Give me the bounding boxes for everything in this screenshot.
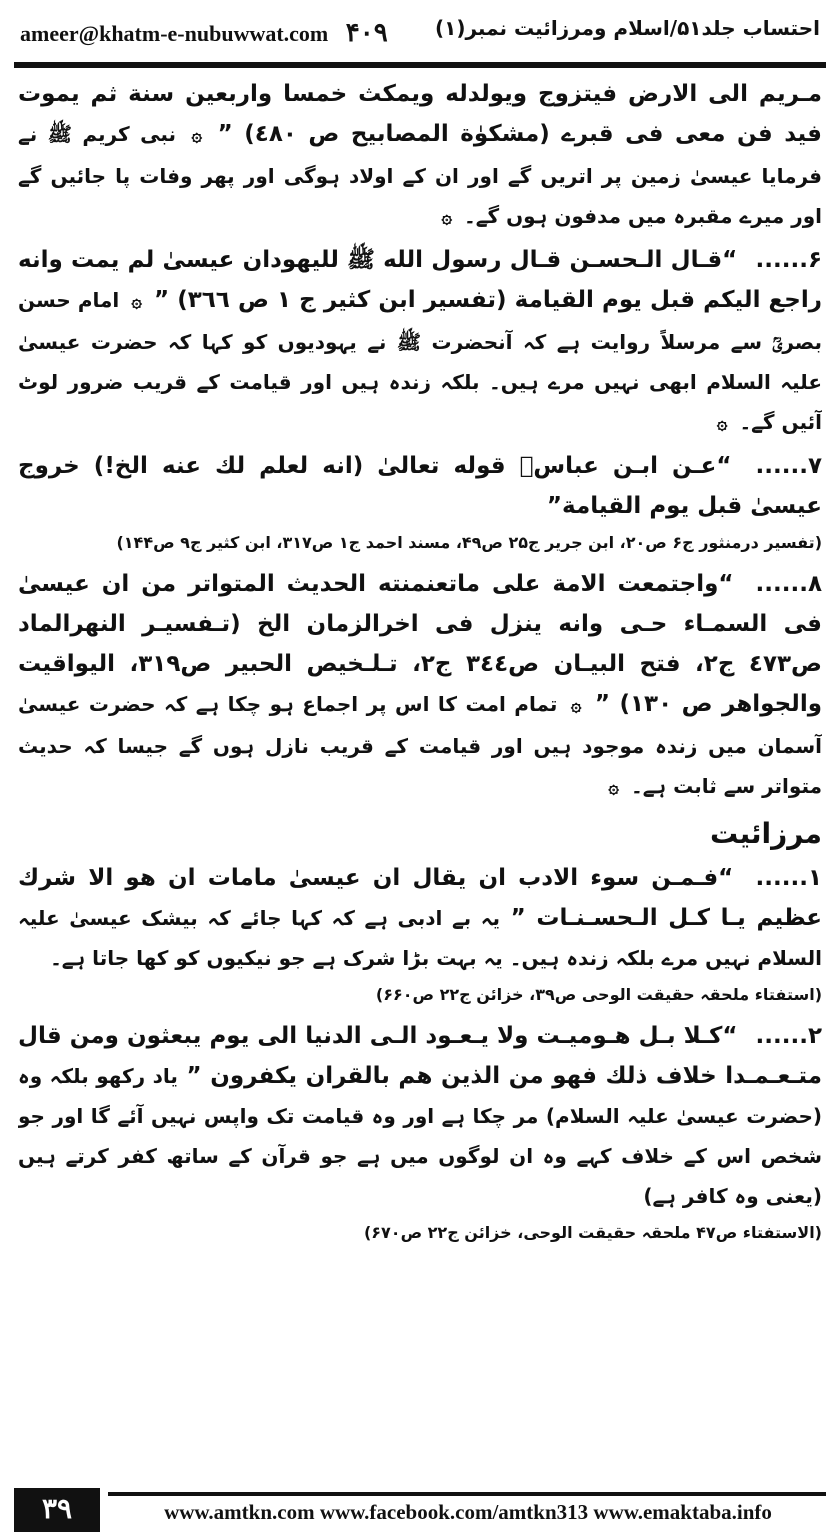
urdu-translation: امام حسن بصریؒ سے مرسلاً روایت ہے کہ آنحضرت ﷺ نے یہودیوں کو کہا کہ حضرت عیسیٰ علیہ السلام ابھی نہیں مرے ہیں۔ بلکہ زندہ ہیں اور قیامت کے قریب ضرور لوٹ آئیں گے۔: [18, 288, 822, 434]
arabic-text: [18, 858, 822, 978]
ornament-icon: ۞: [608, 777, 619, 798]
page-header: [14, 8, 826, 60]
item-number: ۱......: [755, 865, 822, 891]
arabic-quote: “قـال الـحسـن قـال رسول الله ﷺ لليهودان عيسىٰ لم يمت وانه راجع اليكم قبل يوم القيامة (تفسير ابن كثير ج ١ ص ٣٦٦) ”: [18, 247, 822, 313]
item-number: ۲......: [755, 1023, 822, 1049]
header-left: [20, 18, 388, 48]
header-divider: [14, 62, 826, 68]
arabic-text: [18, 446, 822, 526]
section-heading: مرزائیت: [709, 817, 822, 850]
arabic-quote: “عـن ابـن عباسؓ قوله تعالىٰ (انه لعلم لك عنه الخ!) خروج عيسىٰ قبل يوم القيامة”: [18, 453, 822, 519]
reference-citation: (الاستفتاء ص۴۷ ملحقہ حقیقت الوحی، خزائن ج۲۲ ص۶۷۰): [363, 1223, 822, 1242]
mirza-item-1: [18, 858, 822, 1010]
arabic-quote: مـريم الى الارض فيتزوج ويولدله ويمكث خمسا واربعين سنة ثم يموت فيد فن معى فى قبرے (مشكوٰة المصابيح ص ٤٨٠) ”: [18, 81, 822, 147]
arabic-quote: “كـلا بـل هـوميـت ولا يـعـود الـى الدنيا الى يوم يبعثون ومن قال متـعـمـدا خلاف ذلك فهو من الذين هم بالقران يكفرون ”: [18, 1023, 822, 1089]
footer-divider: [108, 1492, 826, 1496]
item-number: ۷......: [755, 453, 822, 479]
hadith-item-6: [18, 240, 822, 444]
page-footer: [14, 1488, 826, 1532]
ornament-icon: ۞: [570, 695, 582, 716]
arabic-text: [18, 240, 822, 444]
footer-page-number: ۳۹: [14, 1488, 100, 1532]
ornament-icon: ۞: [716, 413, 728, 434]
arabic-text: [18, 564, 822, 808]
arabic-quote: “فـمـن سوء الادب ان يقال ان عيسىٰ مامات ان هو الا شرك عظيم يـا كـل الـحسـنـات ”: [18, 865, 822, 931]
urdu-translation: تمام امت کا اس پر اجماع ہو چکا ہے کہ حضرت عیسیٰ آسمان میں زندہ موجود ہیں اور قیامت کے قریب نازل ہوں گے جیسا کہ حدیث متواتر سے ثابت ہے۔: [18, 692, 822, 798]
ornament-icon: ۞: [131, 291, 142, 312]
reference-citation: (استفتاء ملحقہ حقیقت الوحی ص۳۹، خزائن ج۲۲ ص۶۶۰): [375, 985, 822, 1004]
ornament-icon: ۞: [191, 125, 203, 146]
arabic-text: [18, 1016, 822, 1216]
hadith-item-7: [18, 446, 822, 558]
urdu-translation: یاد رکھو بلکہ وہ (حضرت عیسیٰ علیہ السلام) مر چکا ہے اور وہ قیامت تک واپس نہیں آئے گا اور جو شخص اس کے خلاف کہے وہ ان لوگوں میں ہے جو قرآن کے ساتھ کفر کرتے ہیں (یعنی وہ کافر ہے): [18, 1064, 822, 1208]
header-page-number: ۴۰۹: [345, 18, 388, 47]
footer-links: www.amtkn.com www.facebook.com/amtkn313 www.emaktaba.info: [164, 1500, 772, 1524]
header-email: ameer@khatm-e-nubuwwat.com: [20, 21, 329, 46]
mirza-item-2: [18, 1016, 822, 1248]
reference-citation: (تفسیر درمنثور ج۶ ص۲۰، ابن جریر ج۲۵ ص۴۹، مسند احمد ج۱ ص۳۱۷، ابن کثیر ج۹ ص۱۴۴): [116, 533, 822, 552]
ornament-icon: ۞: [441, 207, 453, 228]
urdu-translation: نبی کریم ﷺ نے فرمایا عیسیٰ زمین پر اتریں گے اور ان کے اولاد ہوگی اور پھر وفات پا جائیں گے اور میرے مقبرہ میں مدفون ہوں گے۔: [18, 122, 822, 228]
header-book-title: احتساب جلد۵۱/اسلام ومرزائیت نمبر(۱): [434, 16, 820, 40]
item-number: ۶......: [755, 247, 822, 273]
urdu-translation: یہ بے ادبی ہے کہ کہا جائے کہ بیشک عیسیٰ علیہ السلام نہیں مرے بلکہ زندہ ہیں۔ یہ بہت بڑا شرک ہے جو نیکیوں کو کھا جاتا ہے۔: [18, 906, 822, 970]
item-number: ۸......: [755, 571, 822, 597]
hadith-item-8: [18, 564, 822, 808]
page-content: [18, 74, 822, 1480]
arabic-quote: “واجتمعت الامة على ماتعنمنته الحديث المتواتر من ان عيسىٰ فى السمـاء حـى وانه ينزل فى اخرالزمان الخ (تـفسيـر النهرالماد ص٤٧٣ ج٢، فتح البيـان ص٣٤٤ ج٢، تـلـخيص الحبير ص٣١٩، اليواقيت والجواهر ص ١٣٠) ”: [18, 571, 822, 717]
arabic-text: [18, 74, 822, 238]
paragraph-continued: [18, 74, 822, 238]
